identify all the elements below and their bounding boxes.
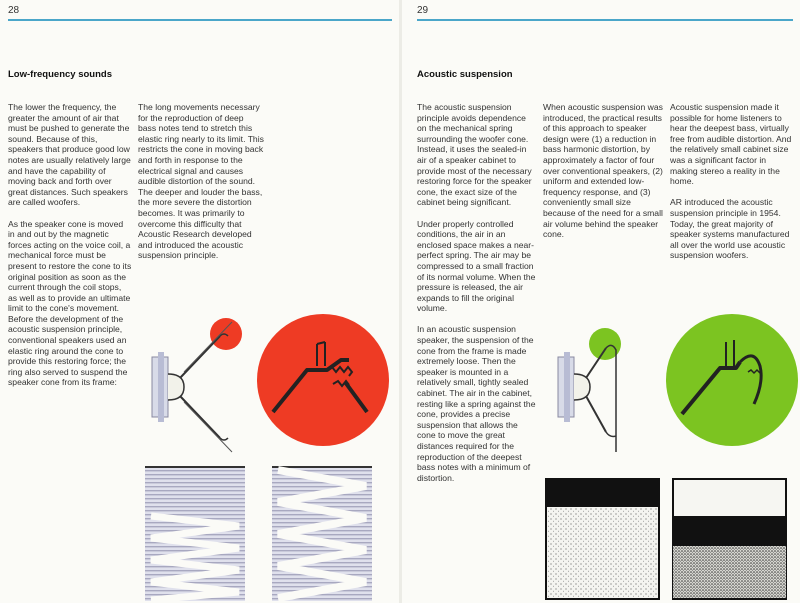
right-column-3 — [670, 102, 794, 272]
speaker-cross-section-icon — [548, 312, 658, 457]
air-volume-normal-icon — [545, 478, 660, 600]
paragraph: AR introduced the acoustic suspension principle in 1954. Today, the great majority of speaker systems manufactured all over the world use acoustic suspension woofers. — [670, 197, 790, 261]
left-heading: Low-frequency sounds — [8, 69, 112, 80]
elastic-ring-magnified-icon — [255, 312, 391, 448]
paragraph: Under properly controlled conditions, the air in an enclosed space makes a near-perfect spring. The air may be compressed to a small fraction of its normal volume. When the pressure is released, the air expands to fill the original volume. — [417, 218, 536, 314]
paragraph: When acoustic suspension was introduced, the practical results of this approach to speaker design were (1) a reduction in bass harmonic distortion, by approximately a factor of four over conventional speakers, (2) uniform and extended low-frequency response, and (3) conveniently small size because of the need for a small air volume behind the speaker cone. — [543, 102, 663, 240]
paragraph: The acoustic suspension principle avoids dependence on the mechanical spring surrounding the woofer cone. Instead, it uses the sealed-in air of a speaker cabinet to provide most of the necessary restoring force for the speaker cone, the exact size of the cabinet being significant. — [417, 102, 532, 208]
paragraph: In an acoustic suspension speaker, the suspension of the cone from the frame is made extremely loose. Then the speaker is mounted in a relatively small, tightly sealed cabinet. The air in the cabinet, resting like a spring against the cone, provides a precise suspension that allows the cone to move the great distances required for the reproduction of the deepest bass notes with a minimum of distortion. — [417, 324, 536, 483]
paragraph: Acoustic suspension made it possible for home listeners to hear the deepest bass, virtually free from audible distortion. And the relatively small cabinet size was a significant factor in making stereo a reality in the home. — [670, 102, 792, 187]
right-top-rule — [417, 19, 793, 21]
right-column-1 — [417, 102, 537, 494]
right-page-number: 29 — [417, 5, 429, 16]
spring-compressed-icon — [145, 466, 245, 601]
right-column-2 — [543, 102, 665, 250]
air-spring-magnified-icon — [664, 312, 800, 448]
left-column-2 — [138, 102, 264, 272]
speaker-cross-section-icon — [140, 312, 250, 457]
left-column-1 — [8, 102, 132, 399]
spring-extended-icon — [272, 466, 372, 601]
paragraph: The lower the frequency, the greater the amount of air that must be pushed to generate the sound. Because of this, speakers that produce good low notes are usually relatively large and have the capability of moving back and forth over great distances. Such speakers are called woofers. — [8, 102, 131, 208]
left-top-rule — [8, 19, 392, 21]
paragraph: The long movements necessary for the reproduction of deep bass notes tend to stretch this elastic ring nearly to its limit. This restricts the cone in moving back and forth in response to the electrical signal and causes audible distortion of the sound. The deeper and louder the bass, the more severe the distortion becomes. It was primarily to overcome this difficulty that Acoustic Research developed and introduced the acoustic suspension principle. — [138, 102, 264, 261]
right-heading: Acoustic suspension — [417, 69, 513, 80]
left-page-number: 28 — [8, 5, 20, 16]
page-gutter — [399, 0, 402, 603]
paragraph: As the speaker cone is moved in and out by the magnetic forces acting on the voice coil, a mechanical force must be present to restore the cone to its original position as soon as the current through the coil stops, as well as to provide an ultimate limit to the cone's movement. Before the development of the acoustic suspension principle, conventional speakers used an elastic ring around the cone to provide this restoring force; the ring also served to suspend the speaker cone from its frame: — [8, 218, 132, 388]
air-volume-compressed-icon — [672, 478, 787, 600]
